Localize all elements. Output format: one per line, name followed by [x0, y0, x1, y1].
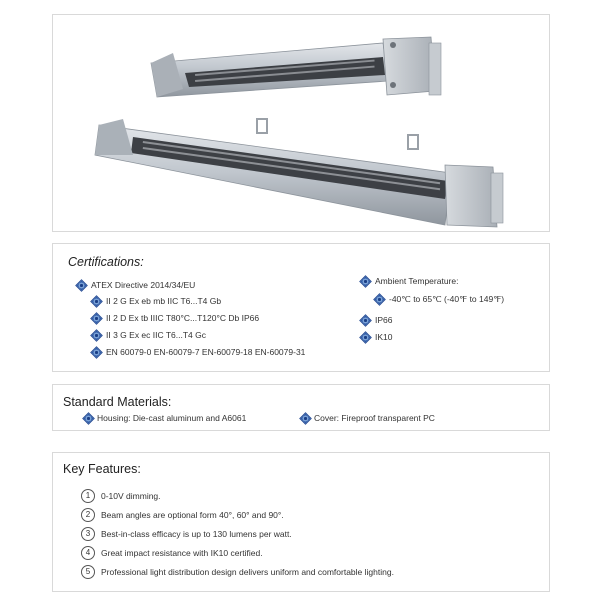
upper-fixture [151, 37, 441, 97]
number-badge: 4 [81, 546, 95, 560]
bullet-icon [90, 295, 103, 308]
product-photo-panel [52, 14, 550, 232]
number-badge: 5 [81, 565, 95, 579]
cert-item: IK10 [375, 332, 393, 342]
lower-fixture [95, 119, 503, 227]
features-panel [52, 452, 550, 592]
certifications-title: Certifications: [68, 255, 144, 269]
cert-item: IP66 [375, 315, 393, 325]
cert-item: -40℃ to 65℃ (-40℉ to 149℉) [389, 294, 505, 304]
material-item: Cover: Fireproof transparent PC [314, 413, 435, 423]
cert-item: Ambient Temperature: [375, 276, 459, 286]
cert-item: II 3 G Ex ec IIC T6...T4 Gc [106, 330, 206, 340]
number-badge: 3 [81, 527, 95, 541]
bullet-icon [82, 412, 95, 425]
bullet-icon [359, 331, 372, 344]
bullet-icon [75, 279, 88, 292]
materials-panel [52, 384, 550, 431]
number-badge: 1 [81, 489, 95, 503]
material-item: Housing: Die-cast aluminum and A6061 [97, 413, 247, 423]
feature-item: Best-in-class efficacy is up to 130 lumens per watt. [101, 529, 292, 539]
feature-item: 0-10V dimming. [101, 491, 161, 501]
cert-item: EN 60079-0 EN-60079-7 EN-60079-18 EN-60079-31 [106, 347, 306, 357]
cert-item: II 2 G Ex eb mb IIC T6...T4 Gb [106, 296, 222, 306]
materials-title: Standard Materials: [63, 395, 172, 409]
bullet-icon [90, 329, 103, 342]
feature-item: Great impact resistance with IK10 certified. [101, 548, 263, 558]
bullet-icon [373, 293, 386, 306]
feature-item: Professional light distribution design delivers uniform and comfortable lighting. [101, 567, 394, 577]
bullet-icon [90, 312, 103, 325]
certifications-panel [52, 243, 550, 372]
bullet-icon [90, 346, 103, 359]
bullet-icon [299, 412, 312, 425]
cert-item: II 2 D Ex tb IIIC T80°C...T120°C Db IP66 [106, 313, 260, 323]
product-image [53, 15, 550, 232]
feature-item: Beam angles are optional form 40°, 60° and 90°. [101, 510, 284, 520]
cert-item: ATEX Directive 2014/34/EU [91, 280, 196, 290]
number-badge: 2 [81, 508, 95, 522]
features-title: Key Features: [63, 462, 141, 476]
bullet-icon [359, 314, 372, 327]
bullet-icon [359, 275, 372, 288]
